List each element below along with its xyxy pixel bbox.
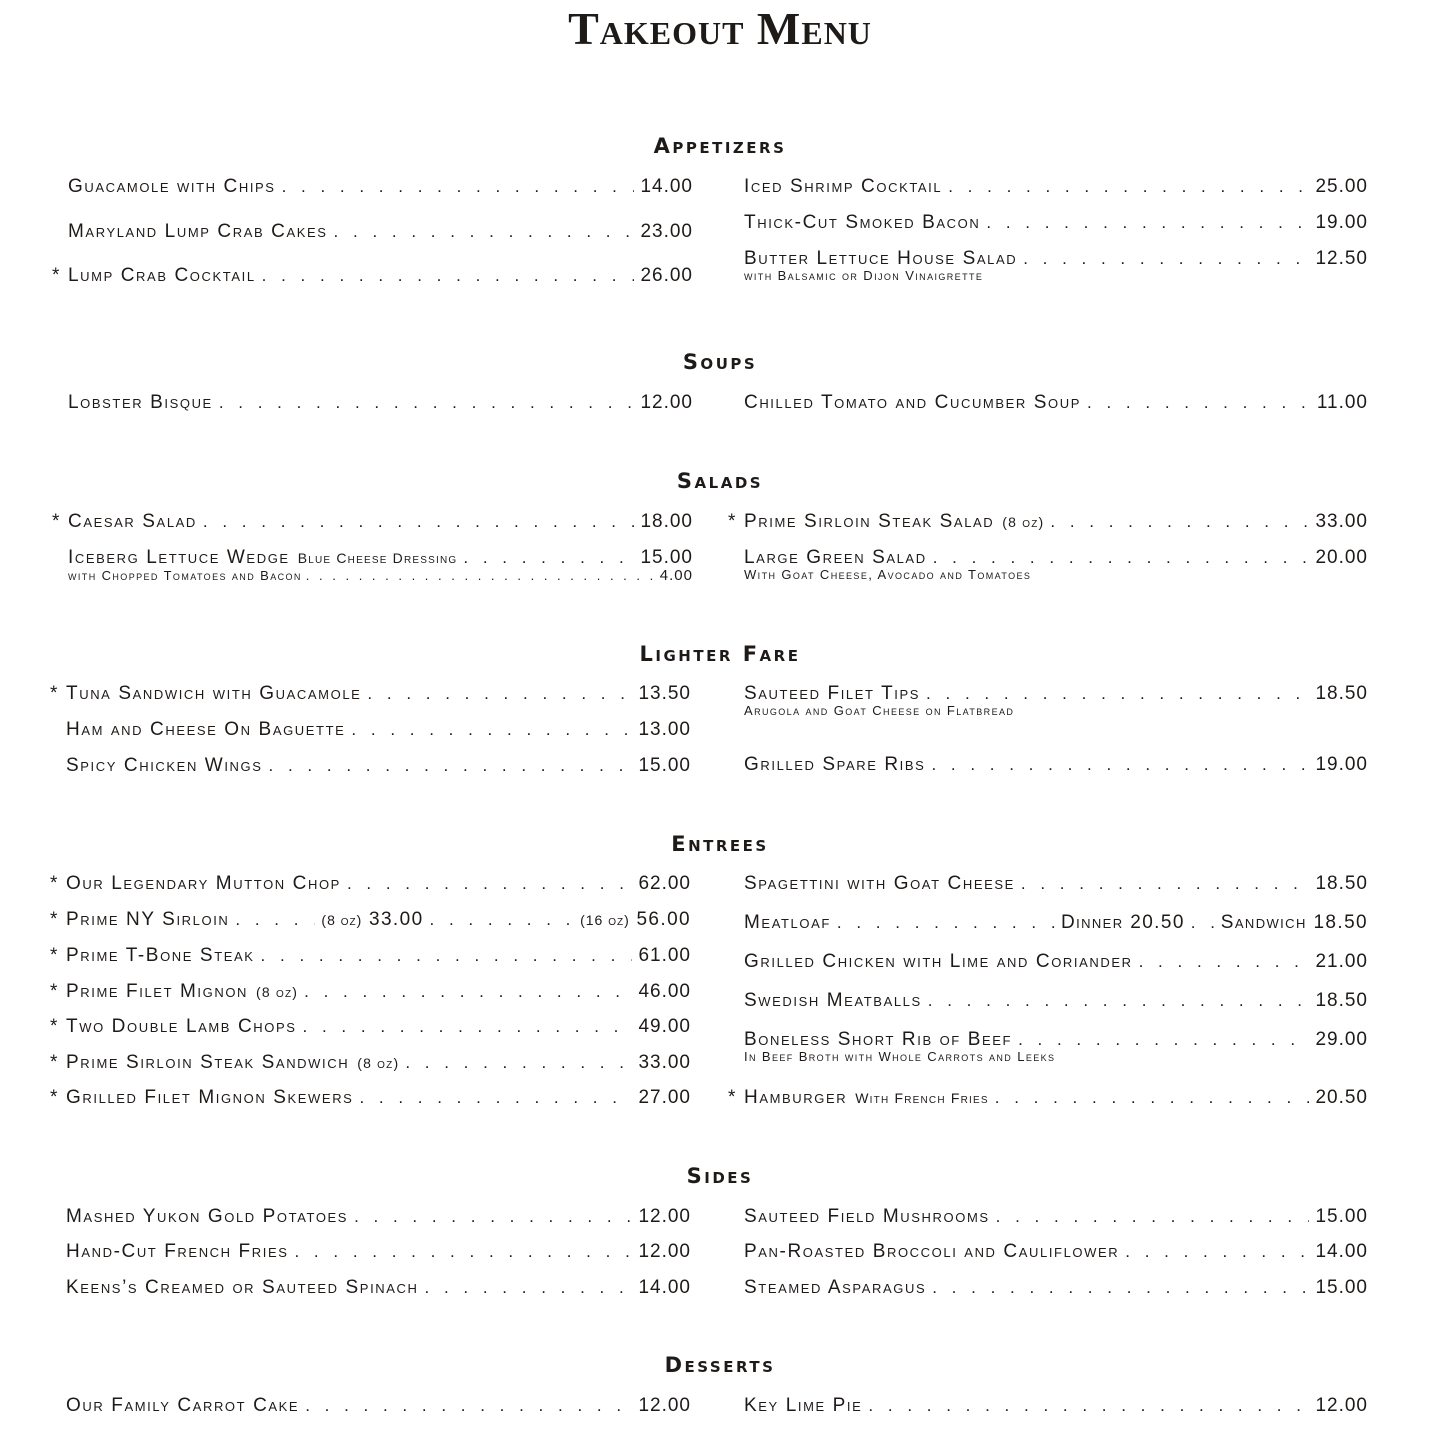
dot-leader xyxy=(837,911,1055,935)
item-name: Iceberg Lettuce Wedge xyxy=(68,547,290,568)
dot-leader xyxy=(334,220,635,244)
star-marker: * xyxy=(50,1087,58,1108)
item-note: (8 oz) xyxy=(256,984,299,1000)
item-price: 12.00 xyxy=(640,392,693,413)
dot-leader xyxy=(1139,950,1310,974)
menu-item-spagettini xyxy=(744,872,1368,896)
menu-item-ny-sirloin xyxy=(50,908,691,932)
item-description: with Balsamic or Dijon Vinaigrette xyxy=(744,268,984,283)
dot-leader xyxy=(1125,1240,1309,1264)
item-name: Hamburger xyxy=(744,1087,848,1108)
item-price: 23.00 xyxy=(640,221,693,242)
star-marker: * xyxy=(50,981,58,1002)
dot-leader xyxy=(359,1086,632,1110)
dot-leader xyxy=(235,908,315,932)
dot-leader xyxy=(425,1276,633,1300)
dot-leader xyxy=(262,264,635,288)
dot-leader xyxy=(948,175,1309,199)
item-price: 21.00 xyxy=(1315,951,1368,972)
star-marker: * xyxy=(50,873,58,894)
menu-item-filet-skewers xyxy=(50,1086,691,1110)
section-title-lighter-fare: Lighter Fare xyxy=(639,642,801,666)
dot-leader xyxy=(347,872,633,896)
item-price: 12.00 xyxy=(1315,1395,1368,1416)
item-name: Spicy Chicken Wings xyxy=(66,755,263,776)
item-note: With French Fries xyxy=(855,1090,989,1106)
star-marker: * xyxy=(50,1016,58,1037)
item-price: 12.00 xyxy=(638,1241,691,1262)
menu-item-asparagus xyxy=(744,1276,1368,1300)
menu-item-bacon xyxy=(744,211,1368,235)
item-name: Grilled Spare Ribs xyxy=(744,754,926,775)
dot-leader xyxy=(405,1051,632,1075)
dot-leader xyxy=(219,391,635,415)
item-description: Arugola and Goat Cheese on Flatbread xyxy=(744,703,1015,718)
menu-item-sirloin-steak-salad xyxy=(728,510,1368,534)
item-name: Swedish Meatballs xyxy=(744,990,922,1011)
item-price: 19.00 xyxy=(1315,754,1368,775)
dot-leader xyxy=(1050,510,1309,534)
dot-leader xyxy=(1087,391,1311,415)
item-name: Thick-Cut Smoked Bacon xyxy=(744,212,981,233)
dot-leader xyxy=(995,1086,1310,1110)
menu-item-chicken-wings xyxy=(66,754,691,778)
item-price: 14.00 xyxy=(638,1277,691,1298)
menu-item-lump-crab-cocktail xyxy=(52,264,693,288)
item-price: 12.00 xyxy=(638,1206,691,1227)
item-name: Pan-Roasted Broccoli and Cauliflower xyxy=(744,1241,1120,1262)
dot-leader xyxy=(1018,1028,1309,1052)
menu-item-crab-cakes xyxy=(68,220,693,244)
item-name: Lump Crab Cocktail xyxy=(68,265,256,286)
menu-item-sirloin-sandwich xyxy=(50,1051,691,1075)
item-name: Key Lime Pie xyxy=(744,1395,863,1416)
item-description: With Goat Cheese, Avocado and Tomatoes xyxy=(744,567,1032,582)
item-name: Sauteed Field Mushrooms xyxy=(744,1206,990,1227)
item-name: Guacamole with Chips xyxy=(68,176,276,197)
menu-item-hamburger xyxy=(728,1086,1368,1110)
menu-item-key-lime-pie xyxy=(744,1394,1368,1418)
item-name: Prime T-Bone Steak xyxy=(66,945,255,966)
item-name: Our Family Carrot Cake xyxy=(66,1395,300,1416)
item-name: Butter Lettuce House Salad xyxy=(744,248,1018,269)
dot-leader xyxy=(261,944,633,968)
dot-leader xyxy=(351,718,632,742)
item-name: Our Legendary Mutton Chop xyxy=(66,873,341,894)
item-name: Ham and Cheese On Baguette xyxy=(66,719,346,740)
item-name: Lobster Bisque xyxy=(68,392,213,413)
menu-item-guacamole xyxy=(68,175,693,199)
menu-item-tuna-sandwich xyxy=(50,682,691,706)
item-name: Mashed Yukon Gold Potatoes xyxy=(66,1206,349,1227)
menu-item-lamb-chops xyxy=(50,1015,691,1039)
star-marker: * xyxy=(728,1087,736,1108)
menu-item-iced-shrimp xyxy=(744,175,1368,199)
star-marker: * xyxy=(52,265,60,286)
item-name: Large Green Salad xyxy=(744,547,927,568)
item-price: 12.00 xyxy=(638,1395,691,1416)
star-marker: * xyxy=(52,511,60,532)
dot-leader xyxy=(932,1276,1309,1300)
section-title-salads: Salads xyxy=(676,469,764,493)
item-price: 33.00 xyxy=(1315,511,1368,532)
menu-item-spinach xyxy=(66,1276,691,1300)
star-marker: * xyxy=(50,683,58,704)
menu-item-filet-mignon xyxy=(50,980,691,1004)
item-price: 11.00 xyxy=(1316,392,1368,413)
dot-leader xyxy=(294,1240,632,1264)
item-price: 49.00 xyxy=(638,1016,691,1037)
dot-leader xyxy=(306,568,656,583)
star-marker: * xyxy=(728,511,736,532)
item-price: 18.50 xyxy=(1315,683,1368,704)
section-title-desserts: Desserts xyxy=(664,1353,776,1377)
star-marker: * xyxy=(50,909,58,930)
item-name: Tuna Sandwich with Guacamole xyxy=(66,683,362,704)
item-name: Chilled Tomato and Cucumber Soup xyxy=(744,392,1082,413)
item-name: Caesar Salad xyxy=(68,511,197,532)
section-title-soups: Soups xyxy=(682,350,758,374)
menu-item-short-rib xyxy=(744,1028,1368,1064)
item-name: Grilled Chicken with Lime and Coriander xyxy=(744,951,1133,972)
item-name: Prime Sirloin Steak Salad xyxy=(744,511,995,532)
menu-item-broccoli xyxy=(744,1240,1368,1264)
dot-leader xyxy=(303,1015,633,1039)
item-name: Spagettini with Goat Cheese xyxy=(744,873,1015,894)
menu-item-swedish-meatballs xyxy=(744,989,1368,1013)
item-price: 15.00 xyxy=(1315,1206,1368,1227)
section-title-appetizers: Appetizers xyxy=(653,134,787,158)
dot-leader xyxy=(203,510,635,534)
item-name: Iced Shrimp Cocktail xyxy=(744,176,943,197)
item-name: Hand-Cut French Fries xyxy=(66,1241,289,1262)
menu-item-filet-tips xyxy=(744,682,1368,718)
item-price: 12.50 xyxy=(1315,248,1368,269)
item-name: Prime Filet Mignon xyxy=(66,981,249,1002)
item-name: Steamed Asparagus xyxy=(744,1277,927,1298)
item-name: Meatloaf xyxy=(744,912,831,933)
menu-item-butter-lettuce xyxy=(744,247,1368,283)
menu-item-caesar-salad xyxy=(52,510,693,534)
dinner-label: Dinner xyxy=(1060,912,1124,933)
menu-item-large-green-salad xyxy=(744,546,1368,582)
dot-leader xyxy=(868,1394,1309,1418)
star-marker: * xyxy=(50,1052,58,1073)
item-price: 13.00 xyxy=(638,719,691,740)
item-price: 15.00 xyxy=(638,755,691,776)
item-price: 18.00 xyxy=(640,511,693,532)
menu-item-carrot-cake xyxy=(66,1394,691,1418)
price-16oz: 56.00 xyxy=(636,909,691,930)
addon-price: 4.00 xyxy=(659,567,693,584)
dot-leader xyxy=(986,211,1309,235)
dot-leader xyxy=(367,682,632,706)
item-price: 61.00 xyxy=(638,945,691,966)
dot-leader xyxy=(1021,872,1310,896)
item-name: Prime NY Sirloin xyxy=(66,909,230,930)
dot-leader xyxy=(305,1394,632,1418)
item-price: 15.00 xyxy=(640,547,693,568)
item-price: 46.00 xyxy=(638,981,691,1002)
item-name: Sauteed Filet Tips xyxy=(744,683,921,704)
menu-item-grilled-chicken xyxy=(744,950,1368,974)
menu-item-meatloaf xyxy=(744,911,1368,935)
item-price: 13.50 xyxy=(638,683,691,704)
item-note: Blue Cheese Dressing xyxy=(297,550,458,566)
item-note: (8 oz) xyxy=(1002,514,1045,530)
item-name: Boneless Short Rib of Beef xyxy=(744,1029,1013,1050)
section-title-sides: Sides xyxy=(686,1164,754,1188)
menu-item-spare-ribs xyxy=(744,753,1368,777)
item-name: Prime Sirloin Steak Sandwich xyxy=(66,1052,350,1073)
item-price: 33.00 xyxy=(638,1052,691,1073)
item-price: 14.00 xyxy=(1315,1241,1368,1262)
dot-leader xyxy=(269,754,633,778)
dot-leader xyxy=(1023,247,1309,271)
menu-item-mushrooms xyxy=(744,1205,1368,1229)
item-price: 19.00 xyxy=(1315,212,1368,233)
item-addon: with Chopped Tomatoes and Bacon xyxy=(68,568,302,583)
menu-item-mutton-chop xyxy=(50,872,691,896)
dot-leader xyxy=(928,989,1310,1013)
item-name: Maryland Lump Crab Cakes xyxy=(68,221,328,242)
menu-item-french-fries xyxy=(66,1240,691,1264)
item-price: 27.00 xyxy=(638,1087,691,1108)
item-price: 20.00 xyxy=(1315,547,1368,568)
menu-item-iceberg-wedge xyxy=(68,546,693,584)
star-marker: * xyxy=(50,945,58,966)
item-price: 15.00 xyxy=(1315,1277,1368,1298)
dot-leader xyxy=(931,753,1309,777)
size-16oz: (16 oz) xyxy=(580,912,630,928)
size-8oz: (8 oz) xyxy=(321,912,363,928)
sandwich-label: Sandwich xyxy=(1220,912,1307,933)
item-price: 18.50 xyxy=(1315,990,1368,1011)
menu-item-mashed-potatoes xyxy=(66,1205,691,1229)
menu-title: Takeout Menu xyxy=(568,3,872,54)
dot-leader xyxy=(304,980,632,1004)
dot-leader xyxy=(354,1205,632,1229)
menu-item-ham-cheese xyxy=(66,718,691,742)
item-price: 14.00 xyxy=(640,176,693,197)
item-description: In Beef Broth with Whole Carrots and Leeks xyxy=(744,1049,1056,1064)
section-title-entrees: Entrees xyxy=(671,832,769,856)
dinner-price: 20.50 xyxy=(1130,912,1185,933)
item-note: (8 oz) xyxy=(357,1055,400,1071)
dot-leader xyxy=(996,1205,1310,1229)
menu-item-lobster-bisque xyxy=(68,391,693,415)
item-price: 25.00 xyxy=(1315,176,1368,197)
dot-leader xyxy=(430,908,575,932)
item-price: 18.50 xyxy=(1315,873,1368,894)
item-name: Grilled Filet Mignon Skewers xyxy=(66,1087,354,1108)
dot-leader xyxy=(282,175,635,199)
dot-leader xyxy=(1191,911,1215,935)
item-name: Keens’s Creamed or Sauteed Spinach xyxy=(66,1277,419,1298)
item-price: 62.00 xyxy=(638,873,691,894)
item-price: 29.00 xyxy=(1315,1029,1368,1050)
item-price: 20.50 xyxy=(1315,1087,1368,1108)
menu-item-chilled-tomato-soup xyxy=(744,391,1368,415)
price-8oz: 33.00 xyxy=(368,909,424,930)
sandwich-price: 18.50 xyxy=(1313,912,1368,933)
item-name: Two Double Lamb Chops xyxy=(66,1016,297,1037)
item-price: 26.00 xyxy=(640,265,693,286)
menu-item-t-bone xyxy=(50,944,691,968)
